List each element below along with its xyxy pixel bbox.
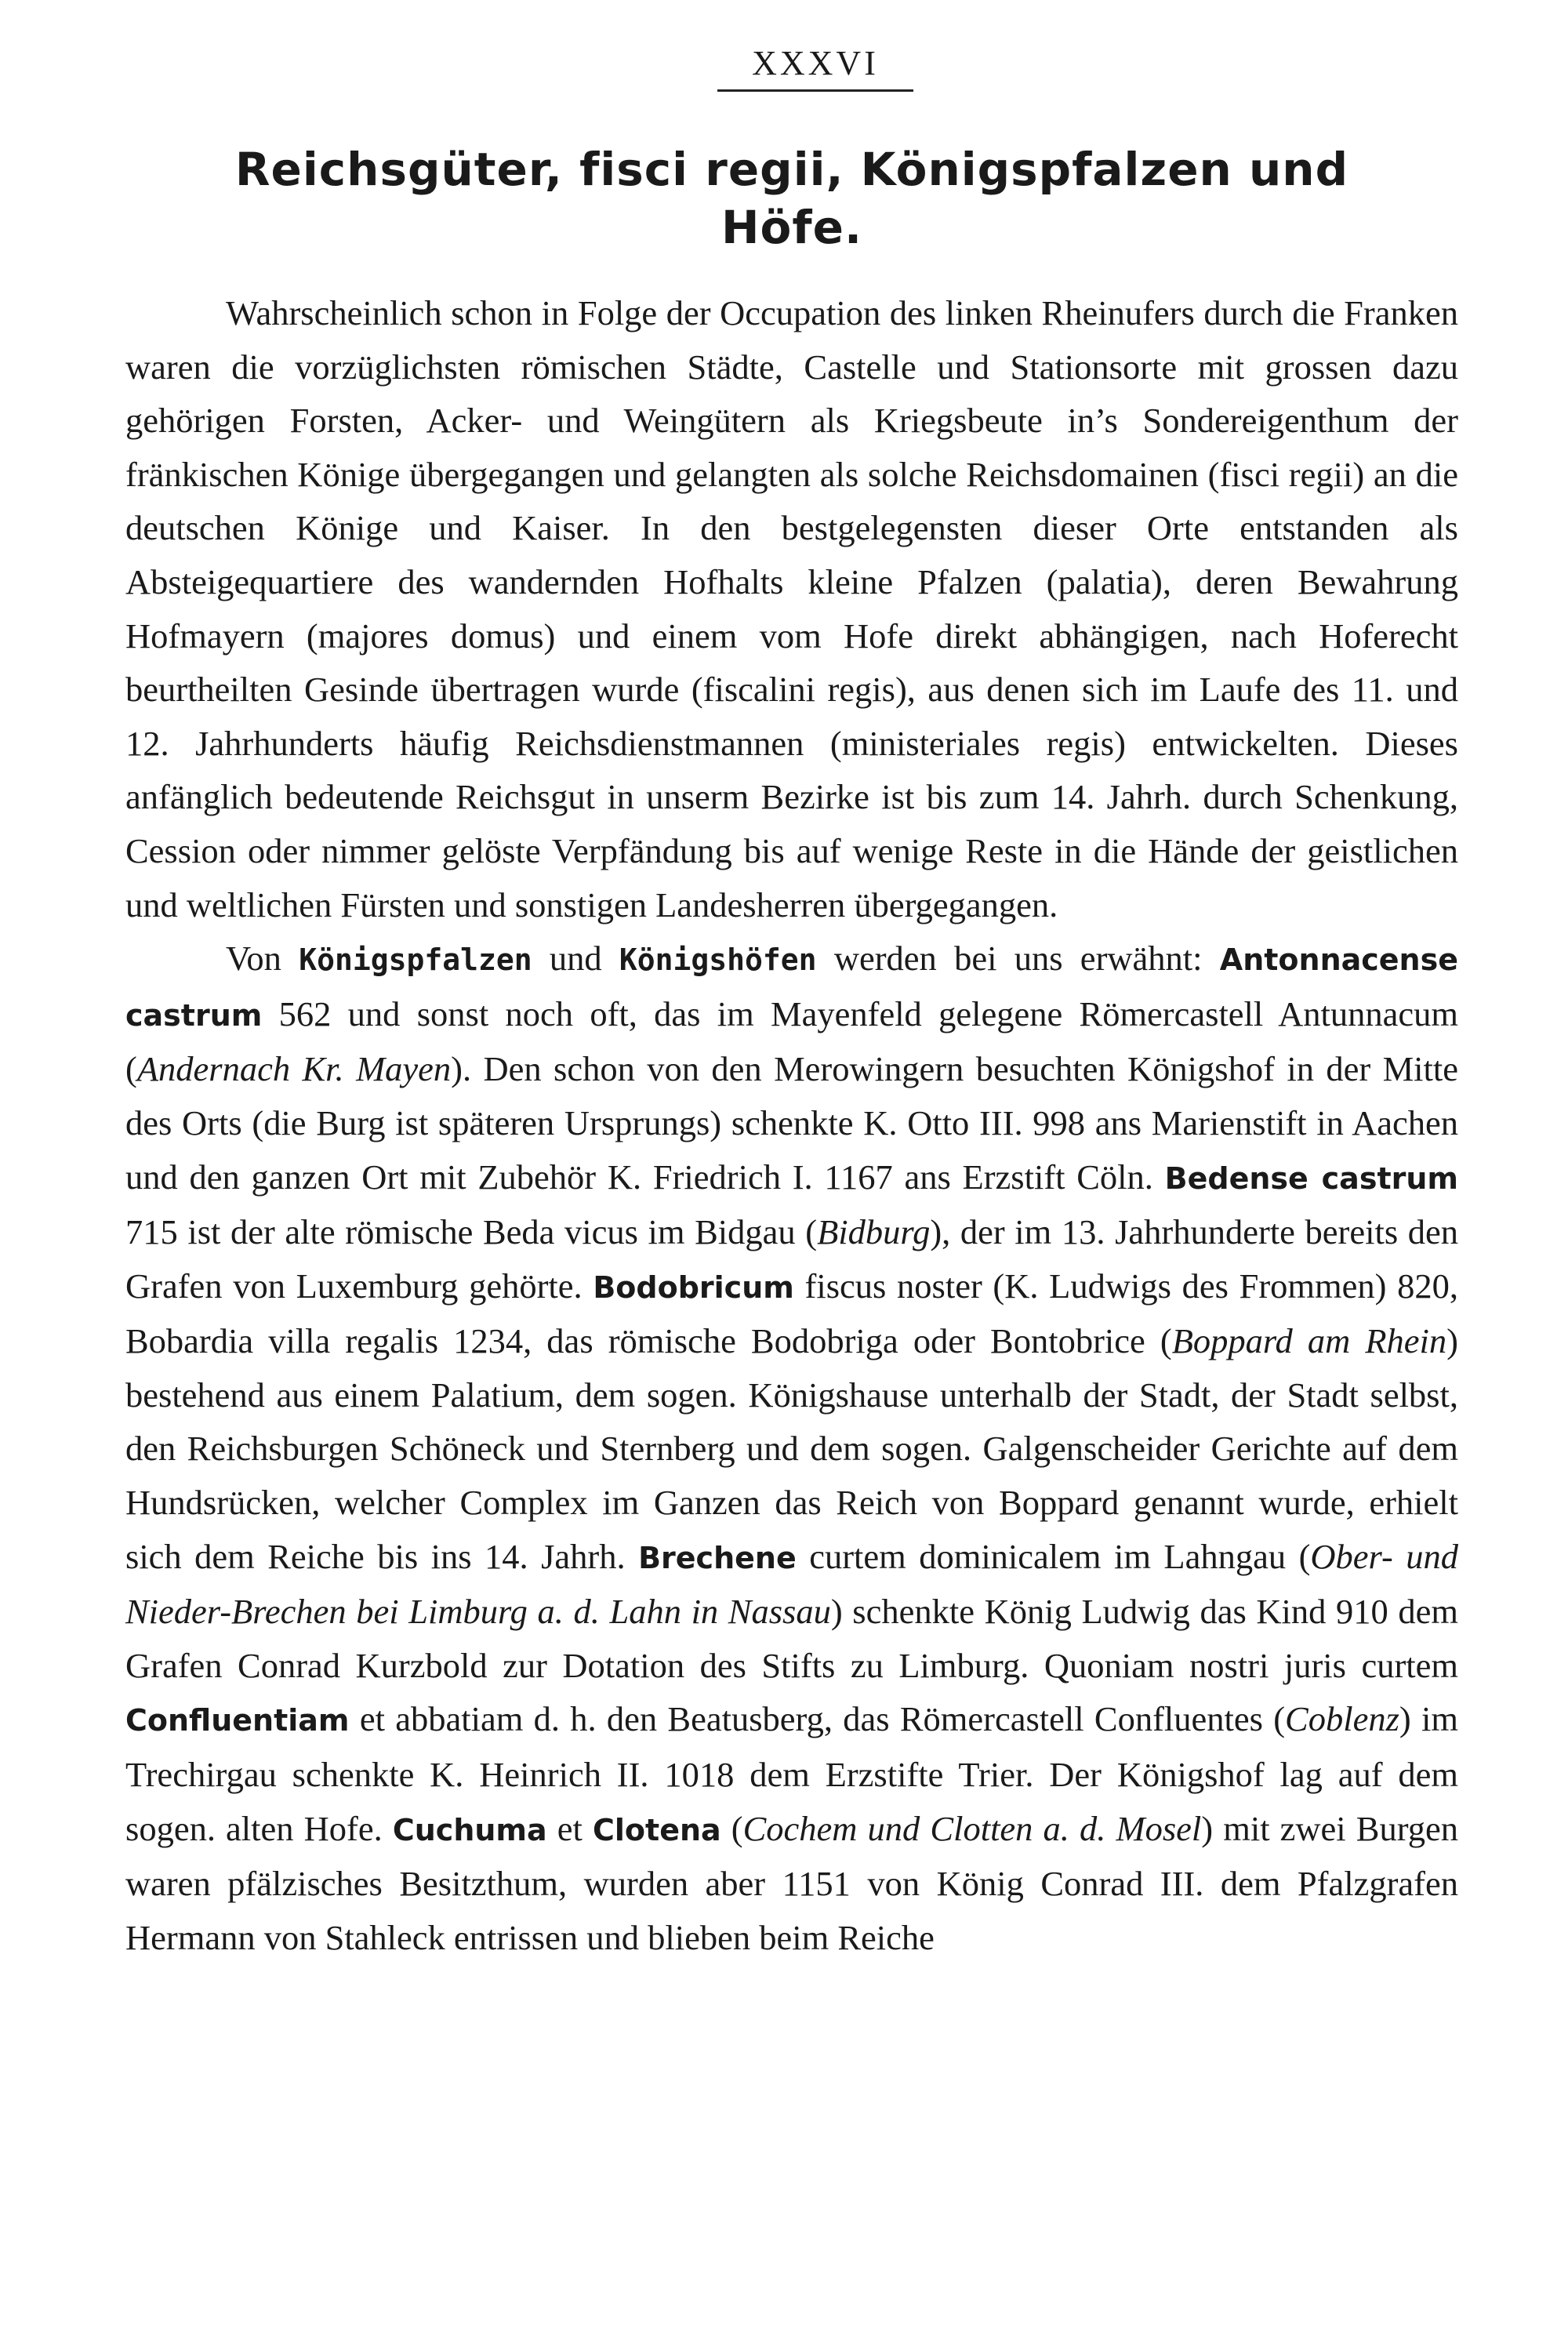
keyword-clotena: Clotena	[593, 1812, 721, 1847]
keyword-brechene: Brechene	[638, 1540, 797, 1575]
text-run: und	[532, 939, 619, 979]
paragraph-2	[125, 932, 1458, 1964]
text-run: ) im Trechirgau schenkte K. Heinrich II. 1018 dem Erzstifte Trier. Der Königshof lag auf dem sogen. alten Hofe.	[125, 1699, 1459, 1848]
chapter-title	[125, 140, 1458, 256]
text-run: et	[546, 1808, 593, 1848]
place-coblenz: Coblenz	[1285, 1699, 1399, 1739]
text-run: fiscus noster (K. Ludwigs des Frommen) 820, Bobardia villa regalis 1234, das römische Bodobriga oder Bontobrice (	[125, 1266, 1458, 1361]
text-run: ) schenkte König Ludwig das Kind 910 dem Grafen Conrad Kurzbold zur Dotation des Stifts zu Limburg. Quoniam nostri juris curtem	[125, 1592, 1459, 1685]
text-run: et abbatiam d. h. den Beatusberg, das Römercastell Confluentes (	[349, 1699, 1286, 1739]
text-run: ), der im 13. Jahrhunderte bereits den Grafen von Luxemburg gehörte.	[125, 1212, 1459, 1306]
text-run: Von	[226, 939, 299, 979]
text-run: werden bei uns erwähnt:	[816, 939, 1220, 979]
text-run: ). Den schon von den Merowingern besuchten Königshof in der Mitte des Orts (die Burg ist späteren Ursprungs) schenkte K. Otto III. 998 ans Marienstift in Aachen und den ganzen Ort mit Zubehör K. Friedrich I. 1167 ans Erzstift Cöln.	[125, 1049, 1458, 1197]
place-brechen: Ober- und Nieder-Brechen bei Limburg a. d. Lahn in Nassau	[125, 1536, 1458, 1632]
keyword-koenigspfalzen: Königspfalzen	[299, 943, 532, 978]
chapter-title-line2: Höfe.	[721, 201, 862, 254]
keyword-bedense: Bedense castrum	[1164, 1160, 1458, 1196]
text-run: (	[720, 1808, 743, 1848]
keyword-confluentiam: Confluentiam	[125, 1703, 350, 1738]
page-number: XXXVI	[752, 44, 879, 82]
page-number-rule	[717, 89, 913, 92]
keyword-bodobricum: Bodobricum	[593, 1269, 794, 1305]
chapter-title-line1: Reichsgüter, fisci regii, Königspfalzen und	[234, 143, 1349, 196]
place-andernach: Andernach Kr. Mayen	[136, 1049, 452, 1089]
keyword-antonnacense: Antonnacense castrum	[125, 943, 1459, 1033]
place-boppard: Boppard am Rhein	[1171, 1321, 1447, 1361]
text-run: ) bestehend aus einem Palatium, dem sogen. Königshause unterhalb der Stadt, der Stadt selbst, den Reichsburgen Schöneck und Sternberg und dem sogen. Galgenscheider Gerichte auf dem Hundsrücken, welcher Complex im Ganzen das Reich von Boppard genannt wurde, erhielt sich dem Reiche bis ins 14. Jahrh.	[125, 1321, 1458, 1576]
paragraph-1: Wahrscheinlich schon in Folge der Occupation des linken Rheinufers durch die Franken waren die vorzüglichsten römischen Städte, Castelle und Stationsorte mit grossen dazu gehörigen Forsten, Acker- und Weingütern als Kriegsbeute in’s Sondereigenthum der fränkischen Könige übergegangen und gelangten als solche Reichsdomainen (fisci regii) an die deutschen Könige und Kaiser. In den bestgelegensten dieser Orte entstanden als Absteigequartiere des wandernden Hofhalts kleine Pfalzen (palatia), deren Bewahrung Hofmayern (majores domus) und einem vom Hofe direkt abhängigen, nach Hoferecht beurtheilten Gesinde übertragen wurde (fiscalini regis), aus denen sich im Laufe des 11. und 12. Jahrhunderts häufig Reichsdienstmannen (ministeriales regis) entwickelten. Dieses anfänglich bedeutende Reichsgut in unserm Bezirke ist bis zum 14. Jahrh. durch Schenkung, Cession oder nimmer gelöste Verpfändung bis auf wenige Reste in die Hände der geistlichen und weltlichen Fürsten und sonstigen Landesherren übergegangen.	[125, 293, 1458, 924]
text-run: curtem dominicalem im Lahngau (	[796, 1536, 1311, 1576]
text-run: 715 ist der alte römische Beda vicus im Bidgau (	[125, 1212, 818, 1252]
text-run: ) mit zwei Burgen waren pfälzisches Besitzthum, wurden aber 1151 von König Conrad III. dem Pfalzgrafen Hermann von Stahleck entrissen und blieben beim Reiche	[125, 1808, 1458, 1957]
place-bidburg: Bidburg	[817, 1212, 931, 1252]
keyword-cuchuma: Cuchuma	[392, 1812, 547, 1847]
page	[125, 43, 1458, 1964]
keyword-koenigshoefen: Königshöfen	[619, 943, 817, 978]
place-cochem: Cochem und Clotten a. d. Mosel	[742, 1808, 1202, 1848]
text-run: 562 und sonst noch oft, das im Mayenfeld gelegene Römercastell Antunnacum (	[125, 993, 1458, 1089]
